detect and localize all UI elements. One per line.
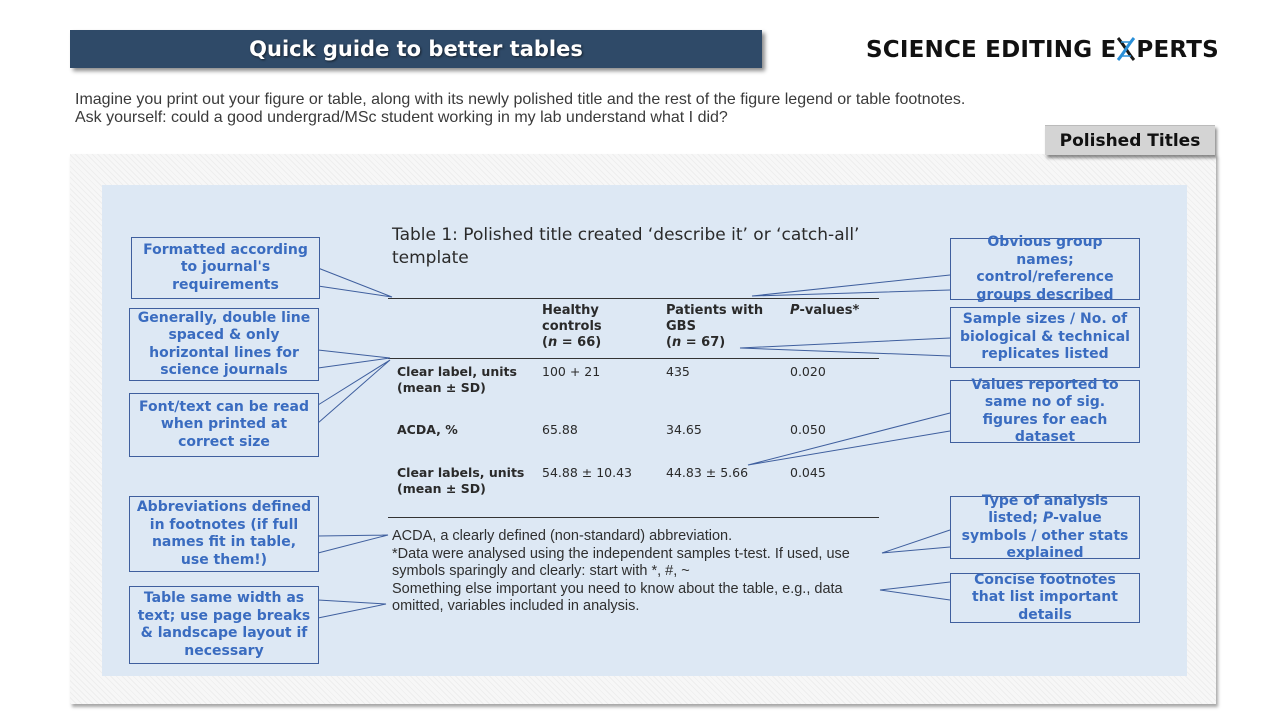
callout-abbreviations: Abbreviations defined in footnotes (if full names fit in table, use them!) [129,496,319,572]
table-cell: 34.65 [666,422,702,437]
row-label-line: ACDA, % [397,422,458,437]
n-value: = 67) [681,335,726,350]
intro-text: Imagine you print out your figure or table, along with its newly polished title and the rest of the figure legend or table footnotes. Ask yourself: could a good undergrad/MSc student working in my lab understand what I did? [75,91,966,126]
callout-formatted: Formatted according to journal's requirements [131,237,320,299]
row-label-3 [397,465,524,497]
dna-x-icon [1116,37,1136,61]
callout-text-part: Type of analysis listed; [981,492,1109,526]
header-n: (n = 66) [542,335,602,350]
n-symbol: n [671,335,682,350]
p-symbol: P [1042,510,1054,526]
table-cell: 0.020 [790,364,826,379]
brand-text-end: PERTS [1136,37,1219,63]
header-line: Healthy [542,303,599,318]
row-label-1 [397,364,517,396]
p-header-text: -values* [799,303,860,318]
callout-group-names: Obvious group names; control/reference groups described [950,238,1140,300]
callout-text-part: -value symbols / other stats explained [961,510,1129,561]
table-header-rule [388,358,879,359]
table-cell: 0.045 [790,465,826,480]
column-header-healthy [542,303,602,351]
callout-font-size: Font/text can be read when printed at correct size [129,393,319,457]
row-label-line: (mean ± SD) [397,481,486,496]
footnote: ACDA, a clearly defined (non-standard) abbreviation. [392,528,733,544]
table-cell: 65.88 [542,422,578,437]
callout-analysis-type [950,492,1140,561]
row-label-line: Clear label, units [397,364,517,379]
callout-analysis-text [957,493,1133,563]
table-footnotes [392,528,884,616]
callout-sample-sizes: Sample sizes / No. of biological & technical replicates listed [950,307,1140,368]
header-line: controls [542,319,602,334]
table-bottom-rule [388,517,879,518]
header-line: Patients with [666,303,764,318]
n-value: = 66) [557,335,602,350]
table-cell: 54.88 ± 10.43 [542,465,632,480]
table-top-rule [388,298,879,299]
callout-sig-figures: Values reported to same no of sig. figures for each dataset [950,380,1140,443]
row-label-line: (mean ± SD) [397,380,486,395]
header-line: GBS [666,319,696,334]
footnote: *Data were analysed using the independent samples t-test. If used, use symbols sparingly and clearly: start with *, #, ~ [392,545,850,579]
table-cell: 0.050 [790,422,826,437]
column-header-pvalues [790,303,859,319]
column-header-patients [666,303,763,351]
row-label-line: Clear labels, units [397,465,525,480]
row-label-2 [397,422,458,438]
callout-table-width: Table same width as text; use page breaks & landscape layout if necessary [129,586,319,664]
p-symbol: P [790,303,800,318]
header-n: (n = 67) [666,335,726,350]
page-title: Quick guide to better tables [70,30,762,68]
section-tab: Polished Titles [1045,125,1215,155]
table-cell: 100 + 21 [542,364,601,379]
table-cell: 435 [666,364,690,379]
table-title: Table 1: Polished title created ‘describe it’ or ‘catch-all’ template [392,225,860,268]
n-symbol: n [547,335,558,350]
brand-logo [866,35,1219,65]
callout-concise-footnotes: Concise footnotes that list important details [950,573,1140,623]
brand-text-start: SCIENCE EDITING E [866,37,1117,63]
callout-line-spacing: Generally, double line spaced & only horizontal lines for science journals [129,308,319,381]
footnote: Something else important you need to know about the table, e.g., data omitted, variables included in analysis. [392,580,843,614]
table-cell: 44.83 ± 5.66 [666,465,749,480]
